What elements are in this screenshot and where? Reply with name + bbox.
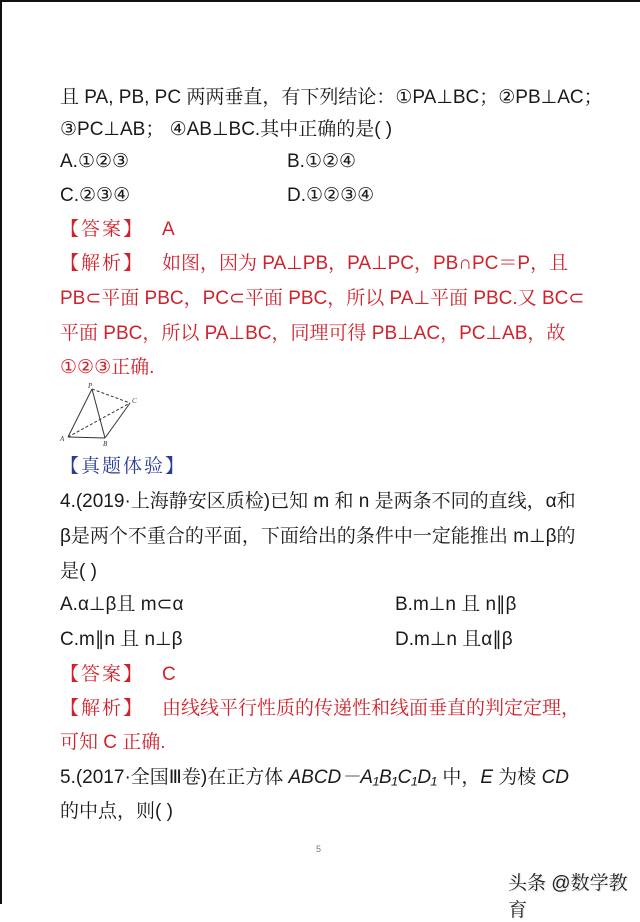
problem4-stem-line2: β是两个不重合的平面，下面给出的条件中一定能推出 m⊥β的 (60, 526, 576, 547)
problem5-stem-line1 (60, 766, 600, 790)
tetrahedron-diagram (58, 383, 148, 447)
label-a: A (60, 435, 65, 443)
page-number: 5 (316, 844, 322, 854)
problem5-edge-cd: CD (541, 767, 570, 788)
problem3-answer (60, 218, 600, 242)
problem4-stem-line1: 4.(2019·上海静安区质检)已知 m 和 n 是两条不同的直线，α和 (60, 491, 576, 512)
problem3-analysis-line3: 平面 PBC，所以 PA⊥BC，同理可得 PB⊥AC，PC⊥AB，故 (60, 323, 566, 344)
label-c: C (132, 397, 137, 405)
problem3-option-d: D.①②③④ (287, 185, 375, 206)
problem3-option-a: A.①②③ (60, 151, 130, 172)
analysis-text: 如图，因为 PA⊥PB，PA⊥PC，PB∩PC＝P，且 (162, 253, 569, 274)
problem4-option-b: B.m⊥n 且 n∥β (395, 594, 517, 615)
problem5-cube-name: ABCD－A₁B₁C₁D₁ (288, 767, 438, 788)
problem4-option-a: A.α⊥β且 m⊂α (60, 594, 184, 615)
watermark: 头条 @数学教育 (508, 873, 628, 921)
label-p: P (88, 383, 93, 390)
problem3-analysis-line4: ①②③正确. (60, 357, 155, 378)
problem5-mid2: 为棱 (493, 767, 542, 788)
problem3-analysis-line2: PB⊂平面 PBC，PC⊂平面 PBC，所以 PA⊥平面 PBC.又 BC⊂ (60, 288, 585, 309)
answer-tag: 【答案】 (60, 664, 145, 685)
analysis-tag: 【解析】 (60, 253, 145, 274)
problem4-option-d: D.m⊥n 且α∥β (395, 629, 513, 650)
problem5-stem-line2: 的中点，则( ) (60, 801, 173, 822)
problem4-analysis-line1 (60, 697, 600, 721)
label-b: B (103, 440, 108, 447)
problem4-analysis-line2: 可知 C 正确. (60, 732, 166, 753)
page-border-left (0, 0, 2, 904)
problem4-option-c: C.m∥n 且 n⊥β (60, 629, 183, 650)
problem4-answer (60, 663, 600, 687)
problem5-prefix: 5.(2017·全国Ⅲ卷)在正方体 (60, 767, 289, 788)
problem3-stem-line2: ③PC⊥AB； ④AB⊥BC.其中正确的是( ) (60, 119, 393, 140)
problem3-stem-line1: 且 PA, PB, PC 两两垂直，有下列结论：①PA⊥BC；②PB⊥AC； (60, 87, 603, 108)
answer-value: C (162, 664, 176, 685)
problem5-mid: 中， (437, 767, 481, 788)
analysis-tag: 【解析】 (60, 698, 145, 719)
problem5-point-e: E (480, 767, 494, 788)
problem3-option-c: C.②③④ (60, 185, 131, 206)
analysis-text: 由线线平行性质的传递性和线面垂直的判定定理， (162, 698, 581, 719)
answer-tag: 【答案】 (60, 219, 145, 240)
answer-value: A (162, 219, 175, 240)
problem4-stem-line3: 是( ) (60, 561, 97, 582)
section-heading: 【真题体验】 (60, 456, 187, 477)
problem3-option-b: B.①②④ (287, 151, 357, 172)
problem3-analysis-line1 (60, 252, 600, 276)
page-border-top (0, 0, 640, 2)
